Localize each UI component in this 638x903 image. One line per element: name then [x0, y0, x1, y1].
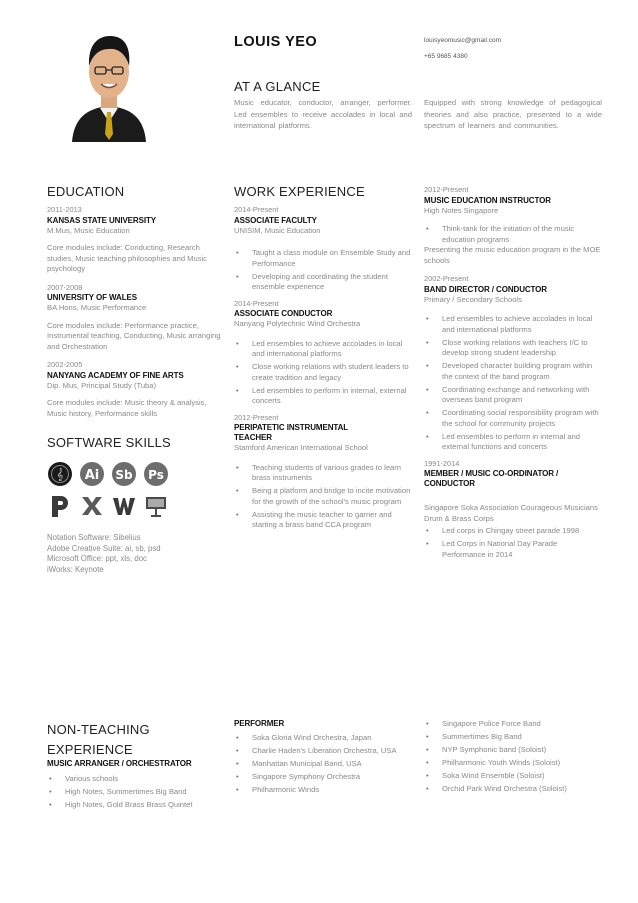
list-item: • Assisting the music teacher to garner and starting a brass band CCA program: [234, 510, 412, 531]
list-item: • Teaching students of various grades to learn brass instruments: [234, 463, 412, 484]
education-desc: Core modules include: Conducting, Research studies, Music teaching philosophies and Music psychology: [47, 243, 207, 273]
work-item: [234, 413, 412, 531]
work-item: [424, 274, 602, 453]
work-column-continued: [424, 180, 602, 563]
work-date: 2012-Present: [234, 412, 279, 422]
excel-icon: [79, 493, 105, 519]
software-line: iWorks: Keynote: [47, 564, 104, 574]
software-line: Notation Software: Sibelius: [47, 533, 141, 542]
education-school: UNIVERSITY OF WALES: [47, 293, 137, 302]
svg-text:Ps: Ps: [148, 468, 164, 482]
word-icon: [111, 493, 137, 519]
work-role: ASSOCIATE CONDUCTOR: [234, 309, 333, 318]
list-item: • Led corps in Chingay street parade 1998: [424, 526, 602, 537]
svg-text:Sb: Sb: [115, 468, 133, 482]
email-text[interactable]: louisyeomusic@gmail.com: [424, 37, 502, 44]
list-item: • Philharmonic Youth Winds (Soloist): [424, 758, 604, 769]
list-item: • Think-tank for the initiation of the music education programs: [424, 224, 602, 245]
sibelius-icon: [47, 461, 73, 487]
nonteaching-title: NON-TEACHING EXPERIENCE: [47, 722, 150, 757]
work-role: PERIPATETIC INSTRUMENTAL TEACHER: [234, 423, 348, 442]
work-org: UNISIM, Music Education: [234, 225, 321, 235]
nonteaching-role: MUSIC ARRANGER / ORCHESTRATOR: [47, 759, 192, 768]
work-date: 2014-Present: [234, 205, 279, 214]
list-item: • High Notes, Summertimes Big Band: [47, 787, 227, 798]
software-line: Adobe Creative Suite: ai, sb, psd: [47, 543, 161, 553]
soundbooth-icon: [111, 461, 137, 487]
list-item: • Developed character building program within the context of the band program: [424, 361, 602, 382]
work-role: MUSIC EDUCATION INSTRUCTOR: [424, 195, 551, 205]
nonteaching-section: [47, 720, 227, 813]
work-date: 2002-Present: [424, 274, 469, 283]
glance-text-left: Music educator, conductor, arranger, performer. Led ensembles to receive accolades in local and international platforms.: [234, 98, 412, 130]
education-degree: M.Mus, Music Education: [47, 225, 130, 235]
work-column: [234, 184, 412, 533]
education-school: KANSAS STATE UNIVERSITY: [47, 215, 156, 225]
list-item: • Soka Wind Ensemble (Soloist): [424, 771, 604, 782]
list-item: • Manhattan Municipal Band, USA: [234, 759, 414, 770]
powerpoint-icon: [47, 493, 73, 519]
education-item: [47, 283, 225, 353]
work-item: [424, 459, 602, 561]
work-role: ASSOCIATE FACULTY: [234, 215, 317, 225]
list-item: • Various schools: [47, 774, 227, 785]
software-icons: [47, 461, 225, 519]
work-item: [424, 185, 602, 266]
performer-section-continued: [424, 719, 604, 797]
education-desc: Core modules include: Performance practice, Instrumental teaching, Conducting, Music arranging and Orchestration: [47, 320, 221, 351]
education-degree: BA Hons, Music Performance: [47, 303, 147, 312]
work-org: Singapore Soka Association Courageous Musicians Drum & Brass Corps: [424, 503, 598, 523]
work-item: [234, 205, 412, 293]
illustrator-icon: [79, 461, 105, 487]
list-item: • Coordinating exchange and networking with overseas band program: [424, 385, 602, 406]
list-item: • Led ensembles to perform in internal, external concerts: [234, 386, 412, 407]
list-item: • NYP Symphonic band (Soloist): [424, 745, 604, 756]
list-item: • Led ensembles to achieve accolades in local and international platforms: [234, 339, 412, 360]
education-date: 2007-2008: [47, 282, 83, 292]
performer-title: PERFORMER: [234, 719, 285, 728]
work-role: MEMBER / MUSIC CO-ORDINATOR / CONDUCTOR: [424, 469, 559, 488]
list-item: • Singapore Police Force Band: [424, 719, 604, 730]
work-org: Stamford American International School: [234, 443, 368, 452]
list-item: • Philharmonic Winds: [234, 785, 414, 796]
education-school: NANYANG ACADEMY OF FINE ARTS: [47, 370, 184, 380]
svg-text:Ai: Ai: [84, 468, 100, 483]
education-item: [47, 205, 225, 275]
education-item: [47, 360, 225, 419]
performer-section: [234, 719, 414, 798]
keynote-icon: [143, 493, 169, 519]
work-item: [234, 299, 412, 407]
list-item: • Coordinating social responsibility program with the school for community projects: [424, 408, 602, 429]
list-item: • Led ensembles to perform in internal and external functions and concerts: [424, 432, 602, 453]
list-item: • Developing and coordinating the student ensemble experience: [234, 272, 412, 293]
glance-text-right: Equipped with strong knowledge of pedagogical theories and also practice, presented to a wide spectrum of learners and communities.: [424, 98, 602, 130]
education-date: 2011-2013: [47, 205, 82, 214]
list-item: • Soka Gloria Wind Orchestra, Japan: [234, 733, 414, 744]
list-item: • High Notes, Gold Brass Brass Quintet: [47, 800, 227, 811]
svg-text:𝄞: 𝄞: [56, 468, 64, 481]
work-org: Primary / Secondary Schools: [424, 294, 522, 304]
list-item: • Singapore Symphony Orchestra: [234, 772, 414, 783]
work-date: 1991-2014: [424, 458, 460, 468]
education-degree: Dip. Mus, Principal Study (Tuba): [47, 380, 157, 390]
software-line: Microsoft Office: ppt, xls, doc: [47, 554, 147, 563]
list-item: • Orchid Park Wind Orchestra (Soloist): [424, 784, 604, 795]
work-date: 2014-Present: [234, 298, 279, 308]
work-role: BAND DIRECTOR / CONDUCTOR: [424, 284, 547, 294]
list-item: • Led ensembles to achieve accolades in local and international platforms: [424, 314, 602, 335]
photoshop-icon: [143, 461, 169, 487]
software-title: SOFTWARE SKILLS: [47, 435, 171, 450]
phone-text: +65 9685 4380: [424, 53, 468, 60]
education-desc: Core modules include: Music theory & analysis, Music history, Performance skills: [47, 398, 207, 418]
list-item: • Being a platform and bridge to incite motivation for the growth of the school's music program: [234, 486, 412, 507]
list-item: • Close working relations with student leaders to create tradition and legacy: [234, 362, 412, 383]
list-item: • Charlie Haden's Liberation Orchestra, USA: [234, 746, 414, 757]
list-item: • Taught a class module on Ensemble Study and Performance: [234, 248, 412, 269]
work-date: 2012-Present: [424, 185, 469, 194]
education-column: [47, 184, 225, 575]
work-title: WORK EXPERIENCE: [234, 184, 365, 199]
education-date: 2002-2005: [47, 360, 83, 369]
list-item: • Summertimes Big Band: [424, 732, 604, 743]
person-name: LOUIS YEO: [234, 34, 318, 50]
glance-title: AT A GLANCE: [234, 79, 321, 94]
list-item: • Led Corps in National Day Parade Performance in 2014: [424, 539, 602, 560]
work-org: Nanyang Polytechnic Wind Orchestra: [234, 319, 361, 328]
profile-photo: [70, 22, 148, 142]
education-title: EDUCATION: [47, 184, 125, 199]
list-item: • Close working relations with teachers I/C to develop strong student leadership: [424, 338, 602, 359]
work-note: Presenting the music education program in the MOE schools: [424, 245, 601, 265]
work-org: High Notes Singapore: [424, 205, 499, 215]
